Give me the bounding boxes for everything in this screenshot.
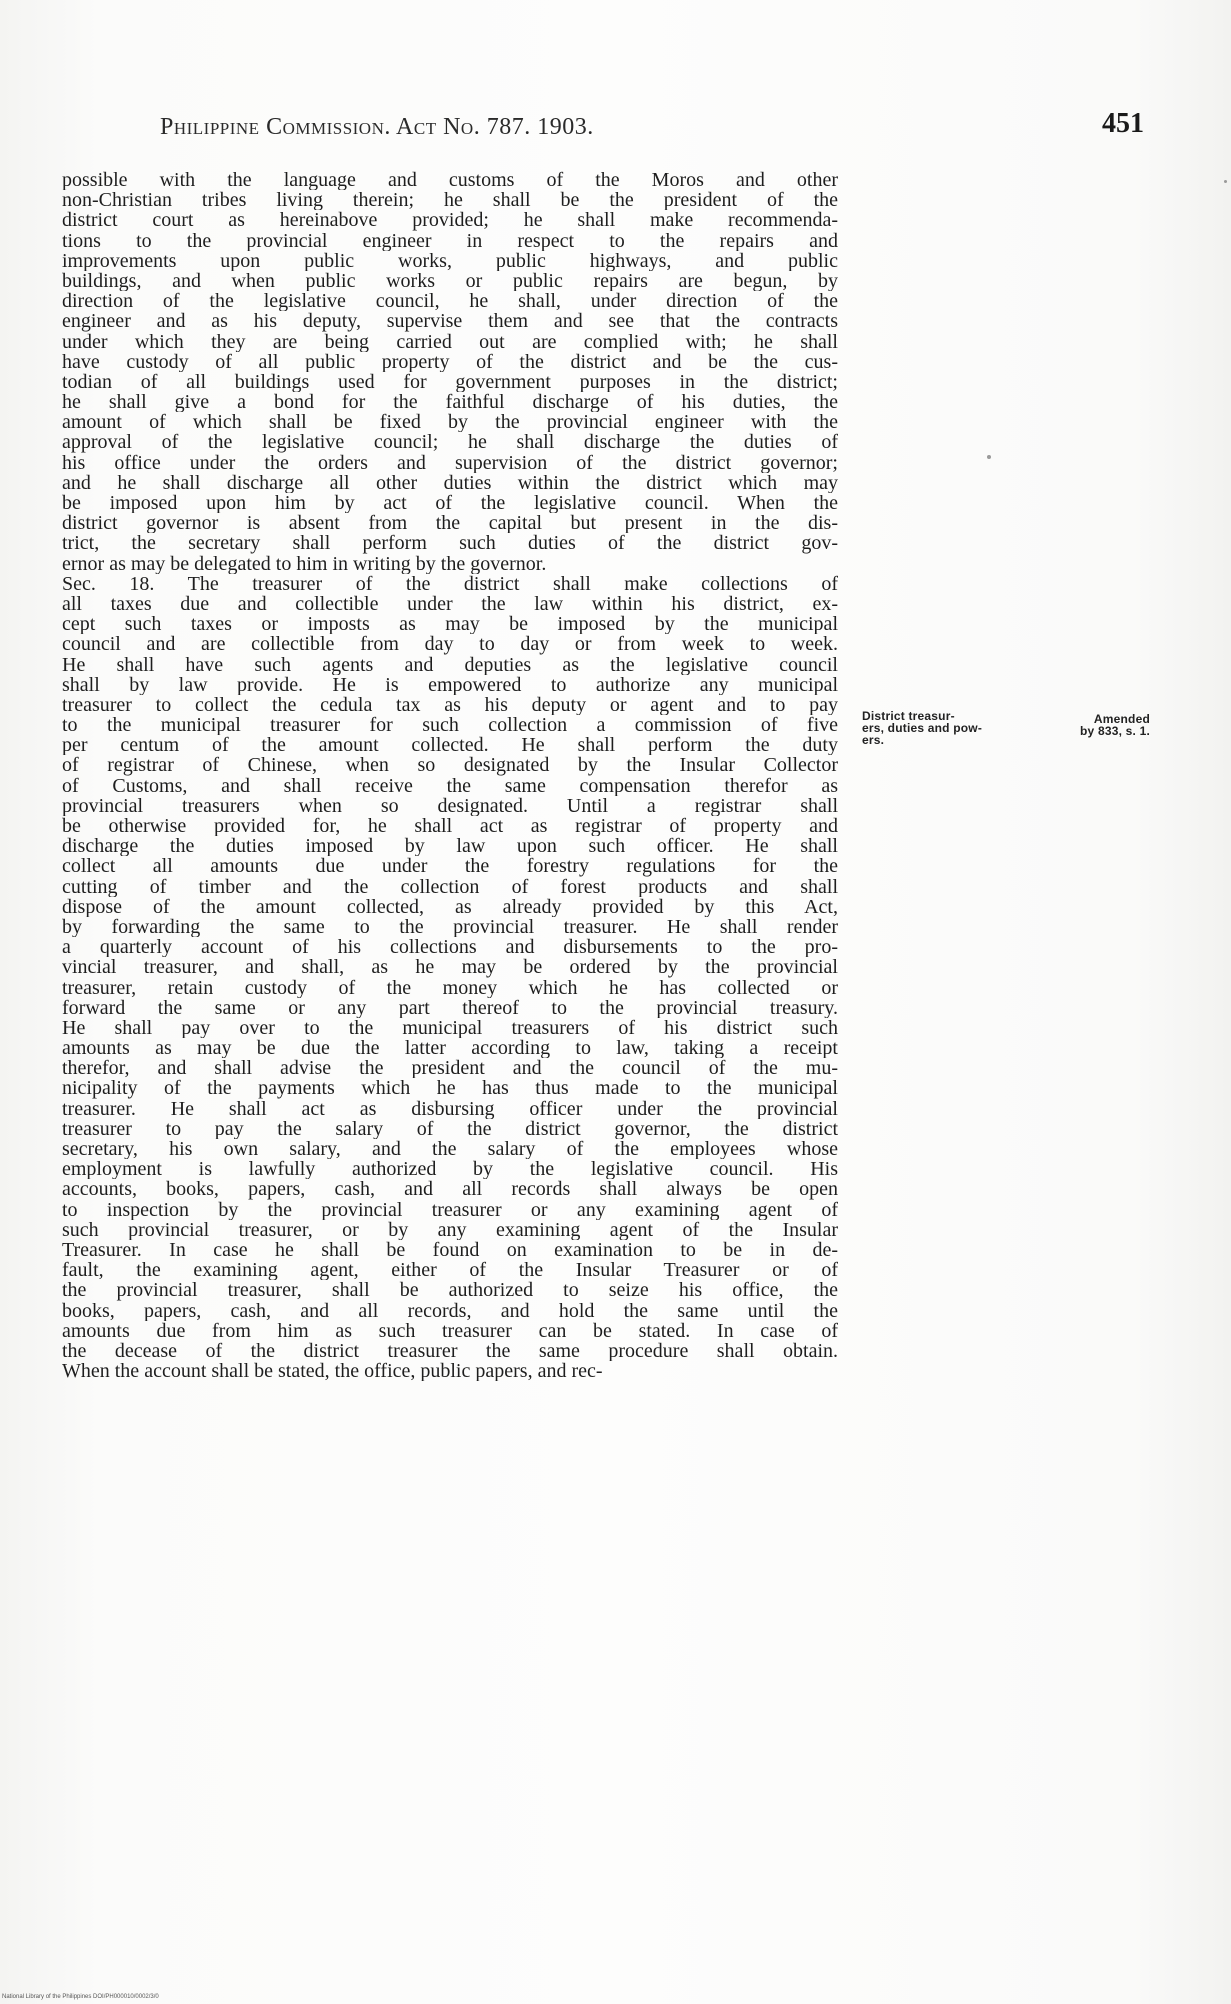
text-line: He shall pay over to the municipal treasurers of his district such xyxy=(62,1017,838,1039)
text-line: approval of the legislative council; he shall discharge the duties of xyxy=(62,432,838,453)
text-line: vincial treasurer, and shall, as he may be ordered by the provincial xyxy=(62,957,838,978)
text-line: and he shall discharge all other duties within the district which may xyxy=(62,472,838,493)
page-header xyxy=(160,108,1160,148)
scan-footer: National Library of the Philippines DOI/PH000010/0002/3/0 xyxy=(2,1994,159,2000)
text-line: have custody of all public property of the district and be the cus- xyxy=(62,351,838,372)
text-line: be imposed upon him by act of the legislative council. When the xyxy=(62,493,838,514)
sidenote-line: District treasur- xyxy=(862,709,955,723)
text-line: buildings, and when public works or public repairs are begun, by xyxy=(62,270,838,292)
text-line: cept such taxes or imposts as may be imposed by the municipal xyxy=(62,614,838,635)
text-line: the decease of the district treasurer the same procedure shall obtain. xyxy=(62,1340,838,1362)
text-line: amounts due from him as such treasurer can be stated. In case of xyxy=(62,1320,838,1341)
text-line: forward the same or any part thereof to the provincial treasury. xyxy=(62,997,838,1018)
text-line: such provincial treasurer, or by any examining agent of the Insular xyxy=(62,1219,838,1240)
text-line: treasurer, retain custody of the money which he has collected or xyxy=(62,977,838,998)
text-line: under which they are being carried out are complied with; he shall xyxy=(62,331,838,352)
text-line: cutting of timber and the collection of forest products and shall xyxy=(62,876,838,897)
running-head: Philippine Commission. Act No. 787. 1903. xyxy=(160,114,594,140)
text-line: be otherwise provided for, he shall act as registrar of property and xyxy=(62,816,838,837)
sidenote-line: Amended xyxy=(1093,712,1150,726)
sidenote-district-treasurers xyxy=(862,710,1022,746)
text-line: treasurer to collect the cedula tax as his deputy or agent and to pay xyxy=(62,694,838,716)
text-line: district governor is absent from the capital but present in the dis- xyxy=(62,513,838,534)
text-line: he shall give a bond for the faithful discharge of his duties, the xyxy=(62,392,838,413)
page-number: 451 xyxy=(1102,108,1144,139)
text-line: When the account shall be stated, the office, public papers, and rec- xyxy=(62,1361,603,1382)
body-text xyxy=(62,170,838,1381)
text-line: to inspection by the provincial treasurer or any examining agent of xyxy=(62,1199,838,1220)
sidenote-line: by 833, s. 1. xyxy=(1080,724,1150,738)
text-line: of Customs, and shall receive the same compensation therefor as xyxy=(62,775,838,796)
paper-speck xyxy=(987,455,991,459)
text-line: council and are collectible from day to day or from week to week. xyxy=(62,634,838,655)
sidenote-amended xyxy=(1040,713,1150,737)
text-line: his office under the orders and supervision of the district governor; xyxy=(62,452,838,473)
text-line: He shall have such agents and deputies as the legislative council xyxy=(62,654,838,675)
text-line: the provincial treasurer, shall be authorized to seize his office, the xyxy=(62,1280,838,1301)
text-line: nicipality of the payments which he has thus made to the municipal xyxy=(62,1078,838,1099)
sidenote-line: ers. xyxy=(862,733,885,747)
text-line: non-Christian tribes living therein; he shall be the president of the xyxy=(62,190,838,211)
text-line: to the municipal treasurer for such collection a commission of five xyxy=(62,715,838,736)
text-line: books, papers, cash, and all records, and hold the same until the xyxy=(62,1300,838,1321)
text-line: trict, the secretary shall perform such duties of the district gov- xyxy=(62,533,838,554)
paper-speck xyxy=(1224,180,1227,183)
text-line: secretary, his own salary, and the salary of the employees whose xyxy=(62,1139,838,1160)
text-line: amount of which shall be fixed by the provincial engineer with the xyxy=(62,412,838,433)
text-line: Sec. 18. The treasurer of the district shall make collections of xyxy=(62,573,838,594)
text-line: fault, the examining agent, either of the Insular Treasurer or of xyxy=(62,1260,838,1281)
text-line: tions to the provincial engineer in respect to the repairs and xyxy=(62,230,838,251)
text-line: possible with the language and customs of the Moros and other xyxy=(62,170,838,191)
text-line: todian of all buildings used for government purposes in the district; xyxy=(62,371,838,393)
sidenote-line: ers, duties and pow- xyxy=(862,721,983,735)
text-line: by forwarding the same to the provincial treasurer. He shall render xyxy=(62,916,838,938)
text-line: per centum of the amount collected. He shall perform the duty xyxy=(62,735,838,756)
text-line: discharge the duties imposed by law upon such officer. He shall xyxy=(62,836,838,857)
text-line: direction of the legislative council, he shall, under direction of the xyxy=(62,291,838,312)
text-line: therefor, and shall advise the president and the council of the mu- xyxy=(62,1058,838,1079)
text-line: collect all amounts due under the forestry regulations for the xyxy=(62,856,838,877)
text-line: ernor as may be delegated to him in writing by the governor. xyxy=(62,553,547,574)
text-line: dispose of the amount collected, as already provided by this Act, xyxy=(62,896,838,917)
text-line: improvements upon public works, public highways, and public xyxy=(62,250,838,271)
text-line: Treasurer. In case he shall be found on examination to be in de- xyxy=(62,1239,838,1261)
text-line: amounts as may be due the latter according to law, taking a receipt xyxy=(62,1038,838,1059)
text-line: provincial treasurers when so designated. Until a registrar shall xyxy=(62,795,838,816)
text-line: of registrar of Chinese, when so designated by the Insular Collector xyxy=(62,755,838,776)
text-line: accounts, books, papers, cash, and all records shall always be open xyxy=(62,1179,838,1200)
text-line: all taxes due and collectible under the law within his district, ex- xyxy=(62,593,838,615)
text-line: employment is lawfully authorized by the legislative council. His xyxy=(62,1159,838,1180)
text-line: engineer and as his deputy, supervise them and see that the contracts xyxy=(62,311,838,332)
text-line: treasurer. He shall act as disbursing officer under the provincial xyxy=(62,1098,838,1119)
text-line: a quarterly account of his collections and disbursements to the pro- xyxy=(62,937,838,958)
text-line: shall by law provide. He is empowered to authorize any municipal xyxy=(62,674,838,695)
text-line: district court as hereinabove provided; he shall make recommenda- xyxy=(62,210,838,231)
text-line: treasurer to pay the salary of the district governor, the district xyxy=(62,1118,838,1139)
